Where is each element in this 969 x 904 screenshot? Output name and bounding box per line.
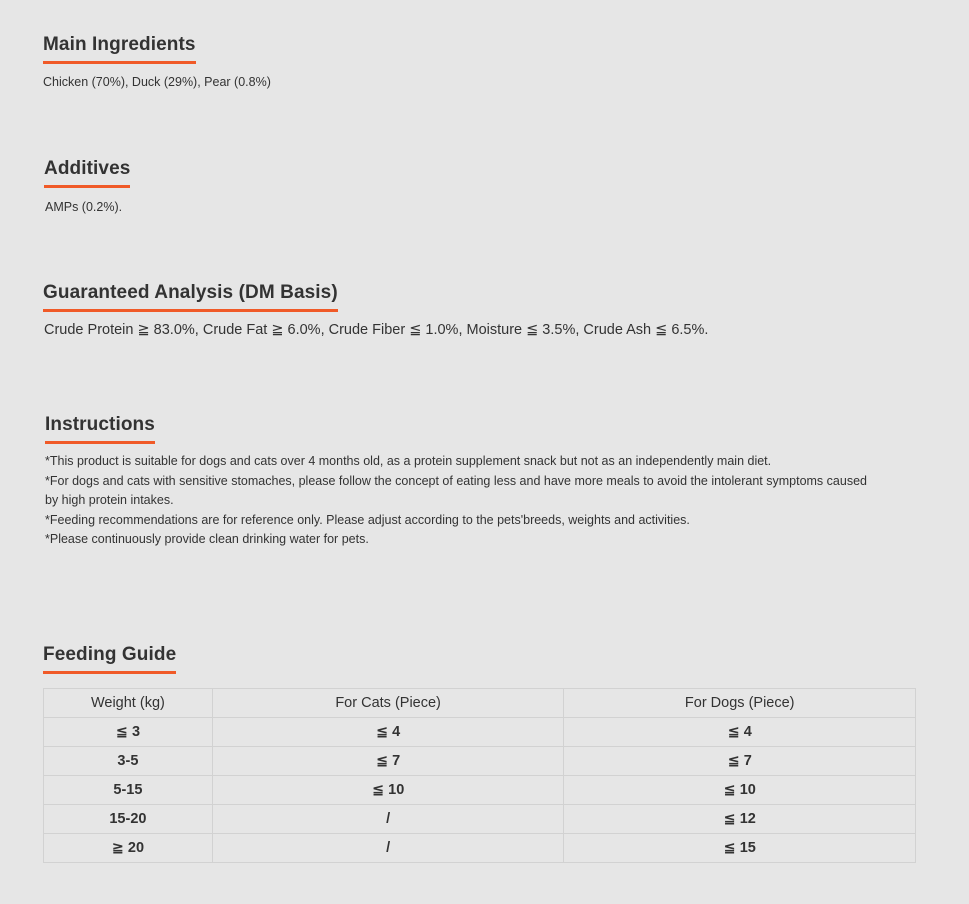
instructions-heading: Instructions [45, 414, 155, 444]
feeding-guide-table [43, 688, 916, 863]
table-row [44, 805, 916, 834]
instruction-line: *Please continuously provide clean drinking water for pets. [45, 532, 369, 546]
dogs-cell: ≦ 4 [564, 718, 916, 747]
dogs-cell: ≦ 10 [564, 776, 916, 805]
guaranteed-analysis-heading: Guaranteed Analysis (DM Basis) [43, 282, 338, 312]
feeding-guide-section [43, 644, 176, 674]
weight-cell: ≧ 20 [44, 834, 213, 863]
weight-cell: ≦ 3 [44, 718, 213, 747]
cats-cell: / [212, 805, 564, 834]
column-header-cats: For Cats (Piece) [212, 689, 564, 718]
dogs-cell: ≦ 7 [564, 747, 916, 776]
weight-cell: 3-5 [44, 747, 213, 776]
main-ingredients-heading: Main Ingredients [43, 34, 196, 64]
instructions-section [45, 414, 925, 550]
guaranteed-analysis-section [43, 282, 708, 338]
column-header-dogs: For Dogs (Piece) [564, 689, 916, 718]
instruction-line: by high protein intakes. [45, 493, 174, 507]
main-ingredients-section [43, 34, 271, 93]
instruction-line: *For dogs and cats with sensitive stomaches, please follow the concept of eating less and have more meals to avoid the intolerant symptoms caused [45, 473, 867, 488]
instructions-lines [45, 452, 925, 550]
weight-cell: 5-15 [44, 776, 213, 805]
additives-heading: Additives [44, 158, 130, 188]
feeding-guide-heading: Feeding Guide [43, 644, 176, 674]
column-header-weight: Weight (kg) [44, 689, 213, 718]
dogs-cell: ≦ 12 [564, 805, 916, 834]
table-header-row [44, 689, 916, 718]
additives-text: AMPs (0.2%). [45, 200, 123, 214]
additives-section [44, 158, 130, 218]
main-ingredients-text: Chicken (70%), Duck (29%), Pear (0.8%) [43, 75, 271, 89]
cats-cell: ≦ 4 [212, 718, 564, 747]
instruction-line: *This product is suitable for dogs and cats over 4 months old, as a protein supplement snack but not as an independently main diet. [45, 454, 772, 468]
cats-cell: ≦ 7 [212, 747, 564, 776]
table-row [44, 834, 916, 863]
cats-cell: / [212, 834, 564, 863]
instruction-line: *Feeding recommendations are for reference only. Please adjust according to the pets'breeds, weights and activities. [45, 512, 690, 527]
table-row [44, 718, 916, 747]
weight-cell: 15-20 [44, 805, 213, 834]
table-row [44, 776, 916, 805]
dogs-cell: ≦ 15 [564, 834, 916, 863]
guaranteed-analysis-text: Crude Protein ≧ 83.0%, Crude Fat ≧ 6.0%, Crude Fiber ≦ 1.0%, Moisture ≦ 3.5%, Crude Ash ≦ 6.5%. [44, 322, 709, 338]
cats-cell: ≦ 10 [212, 776, 564, 805]
table-row [44, 747, 916, 776]
